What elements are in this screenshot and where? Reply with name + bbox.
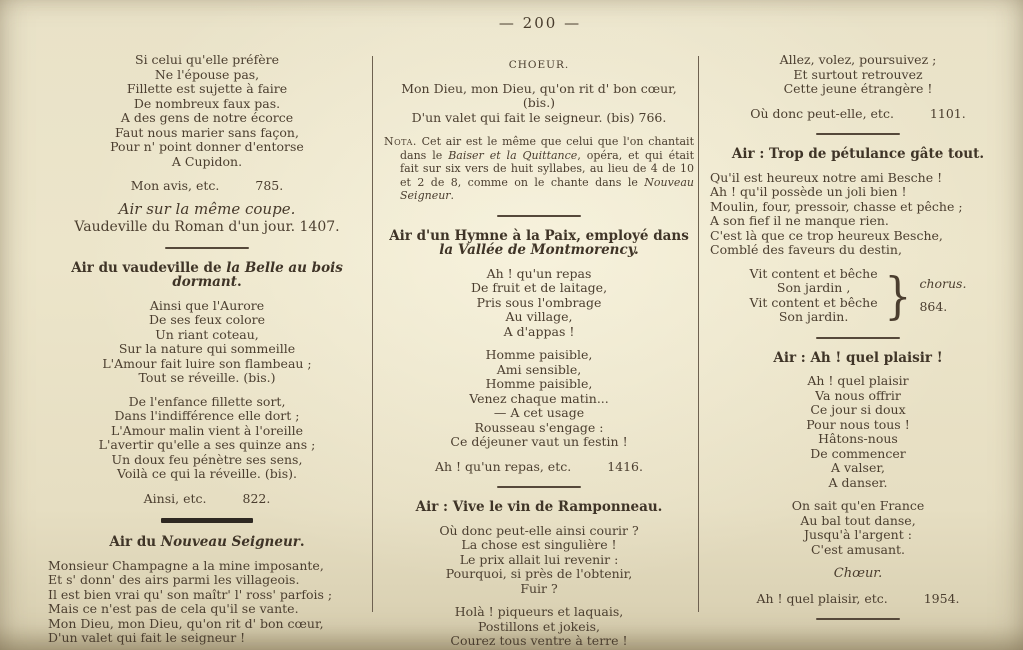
- verse-line: Pris sous l'ombrage: [476, 294, 602, 310]
- verse-line: Faut nous marier sans façon,: [115, 124, 299, 140]
- refrain-reference: [706, 592, 1010, 607]
- verse-line: Moulin, four, pressoir, chasse et pêche ;: [710, 198, 963, 214]
- verse-line: Si celui qu'elle préfère: [135, 52, 279, 67]
- section-divider: [816, 133, 900, 135]
- column-divider-rule-right: [698, 56, 699, 612]
- verse-line: A d'appas !: [503, 323, 575, 339]
- verse-line: Pour n' point donner d'entorse: [110, 139, 304, 154]
- verse-line: Sur la nature qui sommeille: [118, 341, 296, 356]
- air-heading-nouveau-seigneur: [44, 535, 370, 550]
- verse-line: Venez chaque matin...: [469, 390, 609, 406]
- song-number: 1954.: [923, 590, 960, 606]
- verse-line: De l'enfance fillette sort,: [128, 393, 286, 409]
- verse-line: Qu'il est heureux notre ami Besche !: [710, 169, 943, 185]
- verse-line: L'Amour malin vient à l'oreille: [110, 422, 304, 438]
- verse-line: Ce déjeuner vaut un festin !: [450, 434, 628, 449]
- vaudeville-source-line: Vaudeville du Roman d'un jour. 1407.: [74, 219, 340, 235]
- nota-title-italic: Nouveau Seigneur: [400, 175, 694, 202]
- verse-line: Au bal tout danse,: [800, 512, 916, 528]
- heading-title-italic: Nouveau Seigneur: [160, 534, 300, 550]
- verse-line: Le prix allait lui revenir :: [459, 551, 619, 567]
- refrain-label: Ainsi, etc.: [143, 490, 207, 506]
- refrain-reference: [384, 460, 694, 475]
- verse-line: Ah ! quel plaisir: [807, 373, 909, 388]
- verse-line: D'un valet qui fait le seigneur. (bis) 766.: [411, 109, 667, 125]
- air-heading-ramponneau: Air : Vive le vin de Ramponneau.: [415, 499, 663, 515]
- verse-line: Ah ! qu'il possède un joli bien !: [710, 184, 907, 199]
- verse-line: Mais ce n'est pas de cela qu'il se vante.: [48, 601, 299, 616]
- air-heading-meme-coupe: Air sur la même coupe.: [118, 199, 296, 218]
- section-divider: [165, 247, 249, 249]
- verse-line: Allez, volez, poursuivez ;: [779, 52, 937, 67]
- verse-line: Voilà ce qui la réveille. (bis).: [117, 466, 297, 481]
- verse-line: Et s' donn' des airs parmi les villageois.: [48, 572, 300, 587]
- verse-line: Pourquoi, si près de l'obtenir,: [445, 566, 633, 581]
- verse-line: Monsieur Champagne a la mine imposante,: [48, 557, 324, 573]
- verse-line: Fillette est sujette à faire: [126, 81, 288, 96]
- verse-line: Ah ! qu'un repas: [486, 265, 592, 281]
- stanza-hola: [384, 605, 694, 649]
- stanza-si-celui: [44, 53, 370, 169]
- chorus-braced-group: [706, 267, 1010, 325]
- verse-line: Homme paisible,: [485, 347, 593, 362]
- song-number: 864.: [919, 298, 948, 314]
- column-divider-rule-left: [372, 56, 373, 612]
- refrain-reference: [706, 107, 1010, 122]
- verse-line: A valser,: [831, 460, 885, 475]
- song-number: 1416.: [607, 458, 643, 474]
- stanza-aurore: [44, 299, 370, 386]
- verse-line: Ne l'épouse pas,: [154, 66, 260, 82]
- chorus-label: chorus.: [919, 276, 967, 291]
- nota-text: Cet air est le même que celui que l'on chantait dans le: [400, 135, 694, 162]
- refrain-reference: [44, 179, 370, 194]
- verse-line: De commencer: [810, 445, 906, 461]
- verse-line: De ses feux colore: [148, 312, 266, 327]
- verse-line: Homme paisible,: [485, 376, 593, 391]
- verse-line: Pour nous tous !: [806, 416, 910, 432]
- verse-line: C'est là que ce trop heureux Besche,: [710, 227, 943, 243]
- air-heading-petulance: Air : Trop de pétulance gâte tout.: [731, 146, 985, 162]
- verse-line: Ami sensible,: [496, 361, 582, 377]
- verse-line: Jusqu'à l'argent :: [804, 527, 912, 542]
- verse-line: Va nous offrir: [815, 387, 901, 403]
- stanza-repas: [384, 267, 694, 340]
- verse-line: Vit content et bêche: [749, 294, 878, 310]
- refrain-label: Mon avis, etc.: [130, 178, 220, 193]
- page-number: — 200 —: [498, 14, 582, 32]
- verse-line: Un doux feu pénètre ses sens,: [111, 451, 303, 467]
- verse-line: On sait qu'en France: [791, 498, 925, 513]
- verse-line: Comblé des faveurs du destin,: [710, 242, 902, 257]
- heading-suffix: .: [299, 534, 305, 550]
- chorus-tags: [919, 277, 966, 314]
- nota-label: Nota.: [384, 135, 417, 148]
- song-number: 785.: [255, 178, 284, 193]
- verse-line: L'Amour fait luire son flambeau ;: [102, 355, 312, 371]
- verse-line: Au village,: [505, 309, 573, 324]
- chorus-lines: [750, 267, 878, 325]
- stanza-plaisir: [706, 374, 1010, 490]
- verse-line: Tout se réveille. (bis.): [138, 370, 276, 385]
- verse-line: Son jardin ,: [776, 280, 851, 295]
- choeur-italic-label: Chœur.: [833, 566, 883, 581]
- stanza-champagne: [44, 559, 370, 646]
- air-heading-hymne-paix: [384, 229, 694, 258]
- song-number: 1101.: [929, 105, 966, 121]
- stanza-enfance: [44, 395, 370, 482]
- verse-line: Courez tous ventre à terre !: [450, 633, 628, 648]
- verse-line: Dans l'indifférence elle dort ;: [114, 408, 300, 423]
- verse-line: Rousseau s'engage :: [474, 419, 604, 435]
- verse-line: C'est amusant.: [810, 541, 906, 557]
- verse-line: A danser.: [828, 474, 888, 490]
- refrain-label: Ah ! qu'un repas, etc.: [435, 458, 572, 474]
- verse-line: La chose est singulière !: [461, 537, 617, 552]
- verse-line: Mon Dieu, mon Dieu, qu'on rit d' bon cœur, (bis.): [401, 80, 677, 110]
- section-divider-thick: [161, 518, 253, 523]
- verse-line: A Cupidon.: [171, 153, 243, 169]
- verse-line: De fruit et de laitage,: [470, 280, 608, 295]
- nota-paragraph: [384, 135, 694, 203]
- verse-line: Cette jeune étrangère !: [783, 81, 933, 96]
- refrain-label: Ah ! quel plaisir, etc.: [756, 590, 888, 606]
- heading-title-italic: la Belle au bois dormant: [172, 259, 343, 290]
- section-divider: [816, 618, 900, 620]
- verse-line: Mon Dieu, mon Dieu, qu'on rit d' bon cœur,: [48, 615, 324, 631]
- column-1: [44, 44, 370, 650]
- verse-line: Holà ! piqueurs et laquais,: [454, 604, 624, 619]
- heading-prefix: Air du vaudeville de: [71, 259, 227, 276]
- stanza-allez-volez: [706, 53, 1010, 97]
- verse-line: Un riant coteau,: [155, 326, 259, 342]
- nota-text: , opéra, et qui était fait sur six vers de huit syllabes, au lieu de 4 de 10 et 2 de 8, comme on le chante dans le: [400, 148, 694, 189]
- stanza-courir: [384, 524, 694, 597]
- verse-line: Son jardin.: [778, 309, 849, 324]
- heading-suffix: .: [236, 274, 242, 290]
- section-divider: [497, 215, 581, 217]
- verse-line: De nombreux faux pas.: [133, 95, 281, 111]
- verse-line: Ce jour si doux: [810, 402, 906, 417]
- verse-line: Postillons et jokeis,: [478, 618, 600, 634]
- verse-line: Où donc peut-elle ainsi courir ?: [439, 522, 639, 538]
- refrain-reference: [44, 492, 370, 507]
- heading-line2-italic: la Vallée de Montmorency.: [439, 242, 639, 258]
- verse-line: Hâtons-nous: [818, 431, 898, 446]
- section-divider: [816, 337, 900, 339]
- column-3: [706, 44, 1010, 632]
- heading-line1: Air d'un Hymne à la Paix, employé dans: [389, 227, 689, 244]
- air-heading-belle-au-bois: [44, 261, 370, 290]
- air-heading-quel-plaisir: Air : Ah ! quel plaisir !: [773, 349, 943, 366]
- stanza-choeur: [384, 82, 694, 126]
- heading-prefix: Air du: [109, 534, 161, 550]
- verse-line: A des gens de notre écorce: [120, 110, 294, 125]
- section-divider: [497, 486, 581, 488]
- stanza-homme-paisible: [384, 348, 694, 450]
- choeur-heading: CHOEUR.: [508, 59, 570, 71]
- brace-glyph: }: [884, 266, 912, 325]
- verse-line: A son fief il ne manque rien.: [710, 213, 889, 228]
- verse-line: Vit content et bêche: [749, 265, 878, 281]
- verse-line: D'un valet qui fait le seigneur !: [48, 630, 246, 645]
- stanza-france: [706, 499, 1010, 557]
- verse-line: Fuir ?: [520, 580, 558, 596]
- nota-title-italic: Baiser et la Quittance: [448, 148, 578, 162]
- verse-line: Ainsi que l'Aurore: [149, 297, 265, 313]
- verse-line: — A cet usage: [493, 405, 585, 420]
- verse-line: L'avertir qu'elle a ses quinze ans ;: [98, 437, 316, 452]
- song-number: 822.: [242, 490, 271, 506]
- nota-text: .: [450, 189, 455, 202]
- verse-line: Il est bien vrai qu' son maîtr' l' ross' parfois ;: [48, 586, 333, 602]
- refrain-label: Où donc peut-elle, etc.: [750, 105, 894, 121]
- column-2: [384, 44, 694, 650]
- stanza-besche: [706, 171, 1010, 258]
- verse-line: Et surtout retrouvez: [793, 66, 923, 82]
